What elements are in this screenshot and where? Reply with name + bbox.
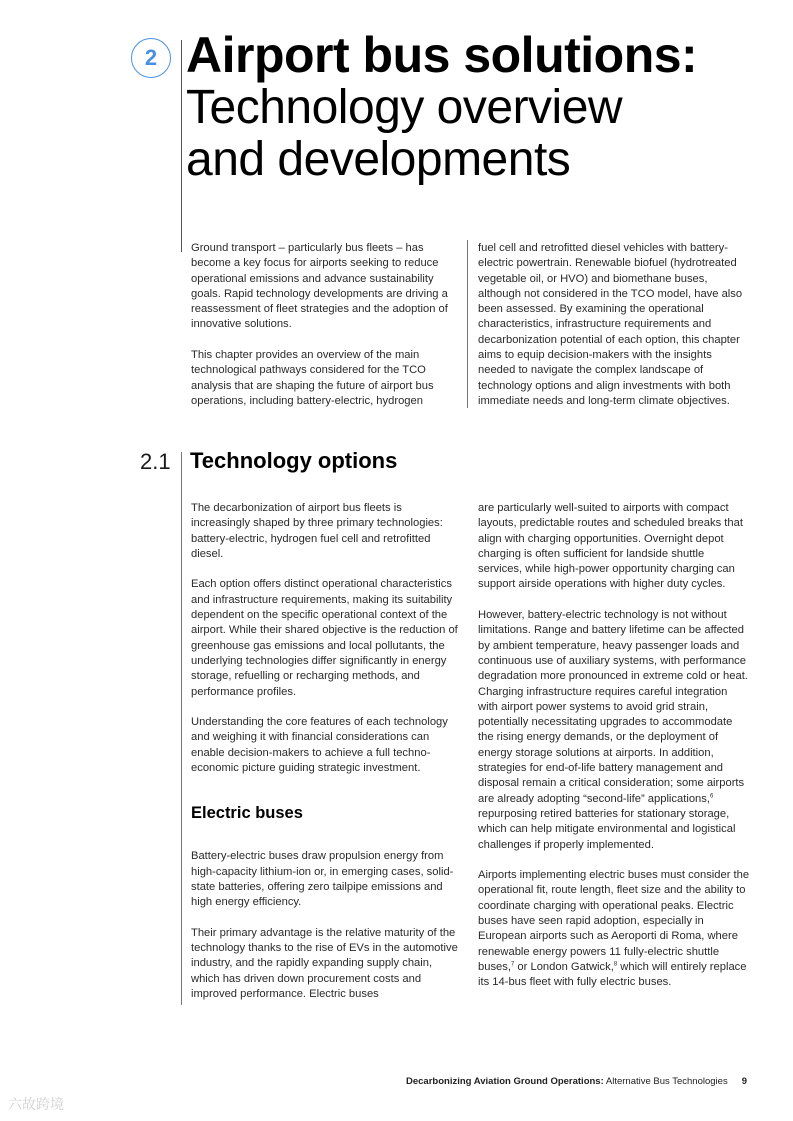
body-paragraph: Their primary advantage is the relative maturity of the technology thanks to the rise of EVs in the automotive industry, and the rapidly expanding supply chain, which has driven down procurement costs and improved performance. Electric buses bbox=[191, 926, 458, 1001]
section-number: 2.1 bbox=[140, 449, 171, 474]
text-run: However, battery-electric technology is not without limitations. Range and battery lifetime can be affected by ambient temperature, heavy passenger loads and continuous use of auxiliary systems, with performance degradation more pronounced in extreme cold or heat. Charging infrastructure requires careful integration with airport power systems to avoid grid strain, potentially necessitating upgrades to accommodate the rising energy demands, or the deployment of energy storage solutions at airports. In addition, strategies for end-of-life battery management and disposal remain a critical consideration; some airports are already adopting “second-life” applications, bbox=[478, 609, 748, 805]
body-paragraph: are particularly well-suited to airports with compact layouts, predictable routes and scheduled breaks that align with charging opportunities. Overnight depot charging is often sufficient for landside shuttle services, while high-power opportunity charging can support airside operations with higher duty cycles. bbox=[478, 502, 743, 591]
body-paragraph: Battery-electric buses draw propulsion energy from high-capacity lithium-ion or, in emerging cases, solid-state batteries, offering zero tailpipe emissions and high energy efficiency. bbox=[191, 850, 454, 909]
title-divider bbox=[181, 40, 182, 252]
section-right-column bbox=[478, 501, 750, 991]
page-footer bbox=[406, 1076, 747, 1087]
text-run: or London Gatwick, bbox=[514, 960, 614, 973]
section-left-column bbox=[191, 501, 461, 1002]
footer-report-title: Decarbonizing Aviation Ground Operations: bbox=[406, 1076, 604, 1087]
intro-right-column bbox=[478, 241, 750, 409]
text-run: Airports implementing electric buses must consider the operational fit, route length, fleet size and the ability to coordinate charging with operational peaks. Electric buses have seen rapid adoption, especially in European airports such as Aeroporti di Roma, where renewable energy powers 11 fully-electric shuttle buses, bbox=[478, 869, 750, 973]
body-paragraph: Understanding the core features of each technology and weighing it with financial considerations can enable decision-makers to achieve a full techno-economic picture guiding strategic investment. bbox=[191, 716, 448, 775]
section-divider bbox=[181, 452, 182, 1005]
text-run: which will entirely replace its 14-bus fleet with fully electric buses. bbox=[478, 960, 747, 989]
title-line-3: and developments bbox=[186, 133, 571, 186]
intro-column-divider bbox=[467, 240, 468, 408]
body-paragraph bbox=[478, 608, 750, 853]
watermark-logo: 六故跨境 bbox=[8, 1096, 64, 1112]
intro-paragraph: Ground transport – particularly bus fleets – has become a key focus for airports seeking to reduce operational emissions and advance sustainability goals. Rapid technology developments are driving a reassessment of fleet strategies and the adoption of innovative solutions. bbox=[191, 242, 448, 331]
footer-report-subtitle: Alternative Bus Technologies bbox=[603, 1076, 728, 1087]
intro-paragraph: This chapter provides an overview of the main technological pathways considered for the TCO analysis that are shaping the future of airport bus operations, including battery-electric, hydrogen bbox=[191, 349, 434, 407]
subheading-electric-buses: Electric buses bbox=[191, 804, 303, 823]
title-line-1: Airport bus solutions: bbox=[186, 27, 698, 83]
body-paragraph: Each option offers distinct operational characteristics and infrastructure requirements, making its suitability dependent on the specific operational context of the airport. While their shared objective is the reduction of greenhouse gas emissions and local pollutants, the underlying technologies differ significantly in energy storage, refuelling or recharging methods, and performance profiles. bbox=[191, 578, 458, 698]
footnote-ref[interactable]: 7 bbox=[510, 961, 515, 968]
page-number: 9 bbox=[741, 1076, 747, 1087]
text-run: repurposing retired batteries for stationary storage, which can help mitigate environmental and logistical challenges if properly implemented. bbox=[478, 807, 736, 851]
page-title bbox=[186, 28, 746, 186]
intro-paragraph: fuel cell and retrofitted diesel vehicles with battery-electric powertrain. Renewable biofuel (hydrotreated vegetable oil, or HVO) and biomethane buses, although not considered in the TCO model, have also been assessed. By examining the operational characteristics, infrastructure requirements and decarbonization potential of each option, this chapter aims to equip decision-makers with the insights needed to navigate the complex landscape of technology options and align investments with both immediate needs and long-term climate objectives. bbox=[478, 242, 743, 407]
chapter-number-badge: 2 bbox=[131, 38, 171, 78]
title-line-2: Technology overview bbox=[186, 81, 623, 134]
footnote-ref[interactable]: 6 bbox=[709, 792, 714, 799]
intro-left-column bbox=[191, 241, 461, 409]
body-paragraph: The decarbonization of airport bus fleets is increasingly shaped by three primary technologies: battery-electric, hydrogen fuel cell and retrofitted diesel. bbox=[191, 502, 443, 560]
body-paragraph bbox=[478, 868, 750, 990]
footnote-ref[interactable]: 8 bbox=[613, 961, 618, 968]
section-title: Technology options bbox=[190, 448, 398, 473]
